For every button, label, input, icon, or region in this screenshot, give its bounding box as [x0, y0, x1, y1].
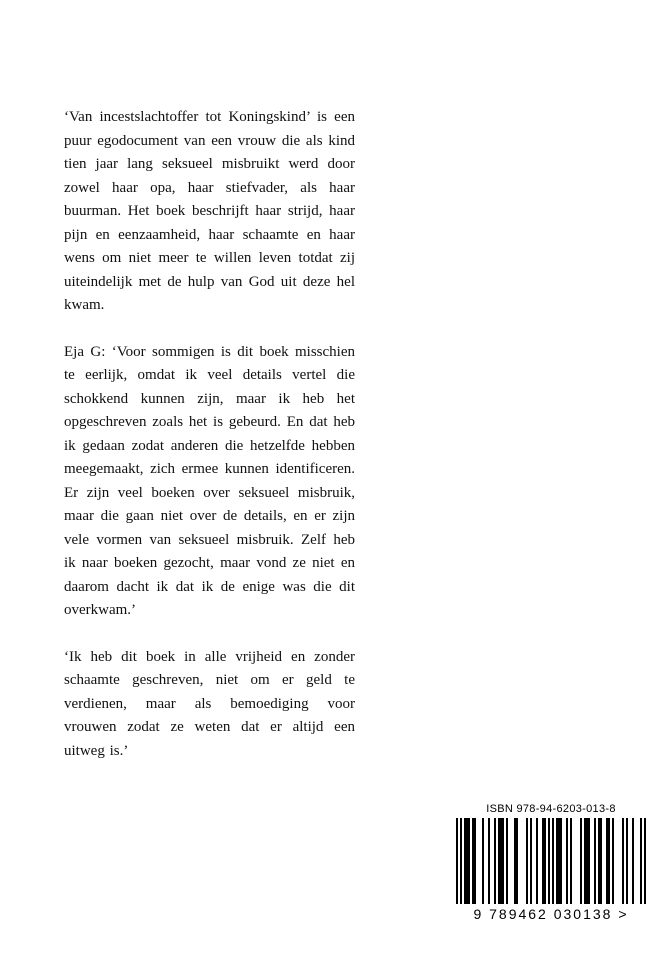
blurb-paragraph: ‘Van incestslachtoffer tot Koningskind’ is een puur egodocument van een vrouw die als kind tien jaar lang seksueel misbruikt werd door zowel haar opa, haar stiefvader, als haar buurman. Het boek beschrijft haar strijd, haar pijn en eenzaamheid, haar schaamte en haar wens om niet meer te willen leven totdat zij uiteindelijk met de hulp van God uit deze hel kwam.: [64, 109, 355, 313]
blurb-paragraph: Eja G: ‘Voor sommigen is dit boek misschien te eerlijk, omdat ik veel details vertel die schokkend kunnen zijn, maar ik heb het opgeschreven zoals het is gebeurd. En dat heb ik gedaan zodat anderen die hetzelfde hebben meegemaakt, zich ermee kunnen identificeren. Er zijn veel boeken over seksueel misbruik, maar die gaan niet over de details, en er zijn vele vormen van seksueel misbruik. Zelf heb ik naar boeken gezocht, maar vond ze niet en daarom dacht ik dat ik de enige was die dit overkwam.’: [64, 343, 355, 618]
blurb-text-column: [64, 106, 355, 763]
barcode-block: [455, 803, 647, 922]
barcode-digits: 9 789462 030138 >: [473, 906, 629, 922]
blurb-paragraph: ‘Ik heb dit boek in alle vrijheid en zonder schaamte geschreven, niet om er geld te verdienen, maar als bemoediging voor vrouwen zodat ze weten dat er altijd een uitweg is.’: [64, 648, 355, 759]
isbn-label: ISBN 978-94-6203-013-8: [486, 803, 616, 815]
barcode-bars: [455, 818, 647, 904]
